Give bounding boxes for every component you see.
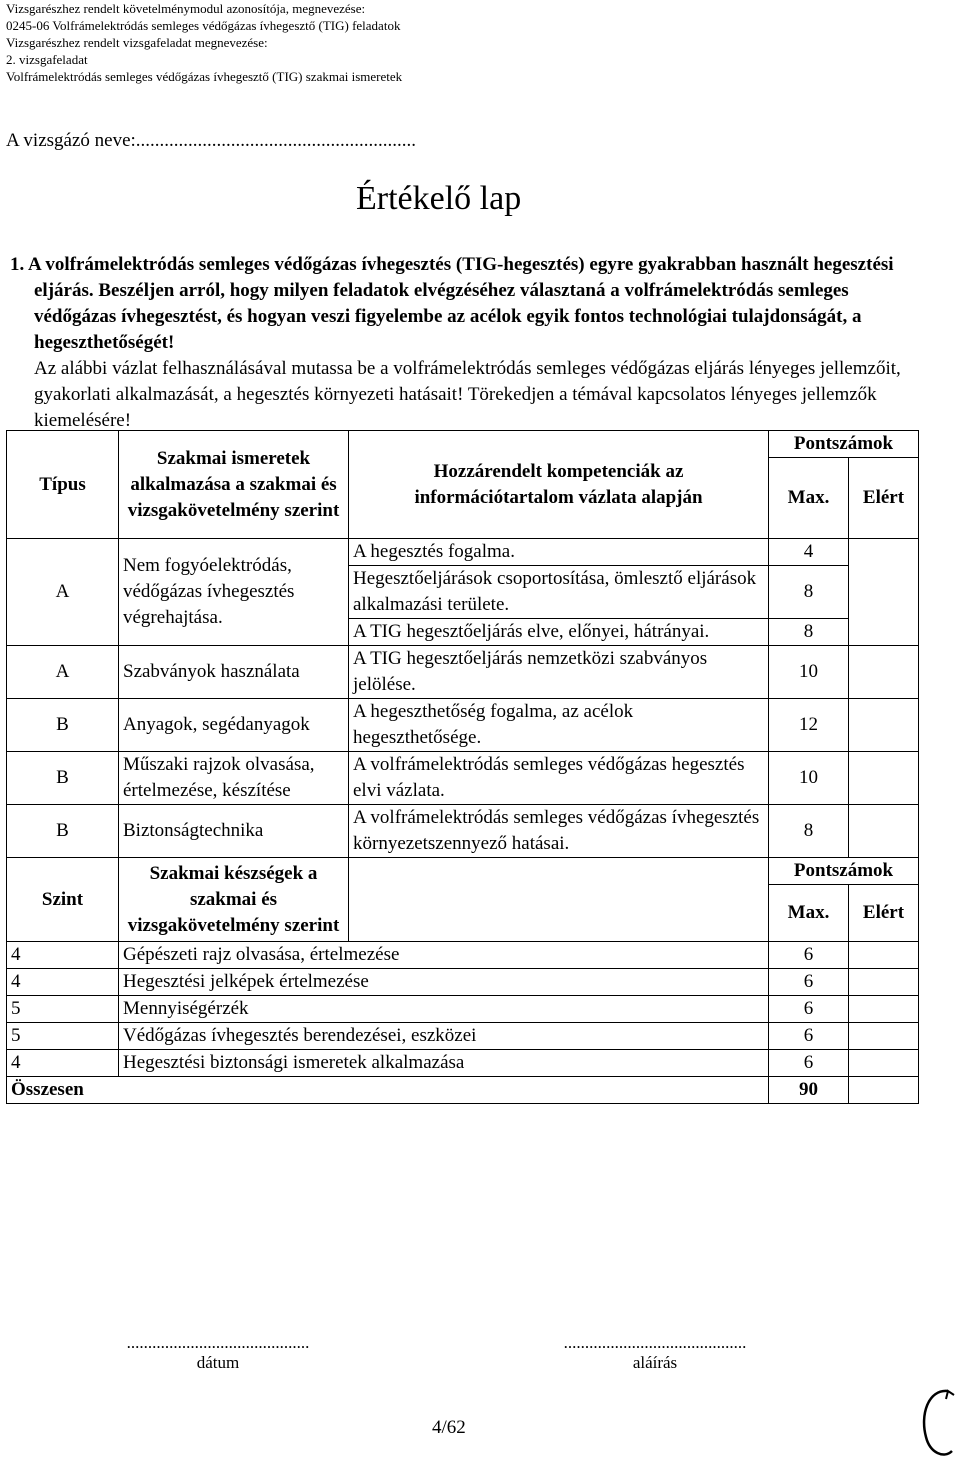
row3-szakmai: Anyagok, segédanyagok <box>119 699 349 752</box>
skill3-label: Mennyiségérzék <box>119 996 769 1023</box>
row1-elert[interactable] <box>849 539 919 646</box>
header-max-2: Max. <box>769 885 849 942</box>
skill4-szint: 5 <box>7 1023 119 1050</box>
signature-dots: ........................................... <box>563 1333 747 1352</box>
total-label: Összesen <box>7 1077 769 1104</box>
skill2-szint: 4 <box>7 969 119 996</box>
header-elert: Elért <box>849 458 919 539</box>
header-tipus: Típus <box>7 431 119 539</box>
row2-item: A TIG hegesztőeljárás nemzetközi szabványos jelölése. <box>349 646 769 699</box>
skill5-elert[interactable] <box>849 1050 919 1077</box>
total-elert[interactable] <box>849 1077 919 1104</box>
row1-max2: 8 <box>769 566 849 619</box>
skill1-szint: 4 <box>7 942 119 969</box>
skill2-label: Hegesztési jelképek értelmezése <box>119 969 769 996</box>
row5-max: 8 <box>769 805 849 858</box>
header-skill-blank <box>349 858 769 942</box>
row3-elert[interactable] <box>849 699 919 752</box>
header-line-1: Vizsgarészhez rendelt követelménymodul azonosítója, megnevezése: <box>6 1 366 16</box>
skill2-max: 6 <box>769 969 849 996</box>
row2-max: 10 <box>769 646 849 699</box>
row4-item: A volfrámelektródás semleges védőgázas hegesztés elvi vázlata. <box>349 752 769 805</box>
skill4-elert[interactable] <box>849 1023 919 1050</box>
skill4-label: Védőgázas ívhegesztés berendezései, eszközei <box>119 1023 769 1050</box>
date-label: dátum <box>196 1353 240 1372</box>
skill2-elert[interactable] <box>849 969 919 996</box>
header-line-4: 2. vizsgafeladat <box>6 52 88 67</box>
row4-elert[interactable] <box>849 752 919 805</box>
header-szakmai: Szakmai ismeretek alkalmazása a szakmai és vizsgakövetelmény szerint <box>119 431 349 539</box>
header-szint: Szint <box>7 858 119 942</box>
row2-elert[interactable] <box>849 646 919 699</box>
row5-item: A volfrámelektródás semleges védőgázas ívhegesztés környezetszennyező hatásai. <box>349 805 769 858</box>
row2-tipus: A <box>7 646 119 699</box>
total-value: 90 <box>769 1077 849 1104</box>
header-pontszamok: Pontszámok <box>769 431 919 458</box>
skill5-szint: 4 <box>7 1050 119 1077</box>
header-hozzarendelt: Hozzárendelt kompetenciák az információtartalom vázlata alapján <box>349 431 769 539</box>
row5-elert[interactable] <box>849 805 919 858</box>
task-instructions: Az alábbi vázlat felhasználásával mutassa be a volfrámelektródás semleges védőgázas eljárás lényeges jellemzőit, gyakorlati alkalmazását, a hegesztés környezeti hatásait! Törekedjen a témával kapcsolatos lényeges jellemzők kiemelésére! <box>34 358 901 431</box>
row5-tipus: B <box>7 805 119 858</box>
row5-szakmai: Biztonságtechnika <box>119 805 349 858</box>
skill5-max: 6 <box>769 1050 849 1077</box>
row4-szakmai: Műszaki rajzok olvasása, értelmezése, készítése <box>119 752 349 805</box>
signature-block <box>525 1333 785 1373</box>
skill3-szint: 5 <box>7 996 119 1023</box>
row1-item3: A TIG hegesztőeljárás elve, előnyei, hátrányai. <box>349 619 769 646</box>
header-line-3: Vizsgarészhez rendelt vizsgafeladat megnevezése: <box>6 35 268 50</box>
row1-tipus: A <box>7 539 119 646</box>
row1-item1: A hegesztés fogalma. <box>349 539 769 566</box>
row1-item2: Hegesztőeljárások csoportosítása, ömlesztő eljárások alkalmazási területe. <box>349 566 769 619</box>
row4-tipus: B <box>7 752 119 805</box>
page-number: 4/62 <box>432 1417 466 1438</box>
header-max: Max. <box>769 458 849 539</box>
row1-max1: 4 <box>769 539 849 566</box>
row1-max3: 8 <box>769 619 849 646</box>
row3-tipus: B <box>7 699 119 752</box>
skill1-elert[interactable] <box>849 942 919 969</box>
candidate-name-line: A vizsgázó neve:........................................................... <box>6 130 417 151</box>
row4-max: 10 <box>769 752 849 805</box>
skill1-max: 6 <box>769 942 849 969</box>
date-block <box>88 1333 348 1373</box>
date-dots: ........................................... <box>126 1333 310 1352</box>
row3-max: 12 <box>769 699 849 752</box>
page-title: Értékelő lap <box>356 180 522 217</box>
header-line-5: Volfrámelektródás semleges védőgázas ívhegesztő (TIG) szakmai ismeretek <box>6 69 403 84</box>
header-pontszamok-2: Pontszámok <box>769 858 919 885</box>
skill4-max: 6 <box>769 1023 849 1050</box>
document-header <box>6 0 402 85</box>
evaluation-table <box>6 430 919 1104</box>
task-question: 1. A volfrámelektródás semleges védőgázas ívhegesztés (TIG-hegesztés) egyre gyakrabban használt hegesztési eljárás. Beszéljen arról, hogy milyen feladatok elvégzéséhez választaná a volfrámelektródás semleges védőgázas ívhegesztést, és hogyan veszi figyelembe az acélok egyik fontos technológiai tulajdonságát, a hegeszthetőségét! <box>10 254 894 353</box>
skill5-label: Hegesztési biztonsági ismeretek alkalmazása <box>119 1050 769 1077</box>
header-line-2: 0245-06 Volfrámelektródás semleges védőgázas ívhegesztő (TIG) feladatok <box>6 18 401 33</box>
task-description <box>10 252 910 434</box>
row1-szakmai: Nem fogyóelektródás, védőgázas ívhegesztés végrehajtása. <box>119 539 349 646</box>
skill1-label: Gépészeti rajz olvasása, értelmezése <box>119 942 769 969</box>
skill3-max: 6 <box>769 996 849 1023</box>
header-elert-2: Elért <box>849 885 919 942</box>
signature-label: aláírás <box>632 1353 678 1372</box>
header-keszsegek: Szakmai készségek a szakmai és vizsgakövetelmény szerint <box>119 858 349 942</box>
handwritten-mark-icon <box>918 1385 958 1463</box>
row3-item: A hegeszthetőség fogalma, az acélok hegeszthetősége. <box>349 699 769 752</box>
skill3-elert[interactable] <box>849 996 919 1023</box>
row2-szakmai: Szabványok használata <box>119 646 349 699</box>
